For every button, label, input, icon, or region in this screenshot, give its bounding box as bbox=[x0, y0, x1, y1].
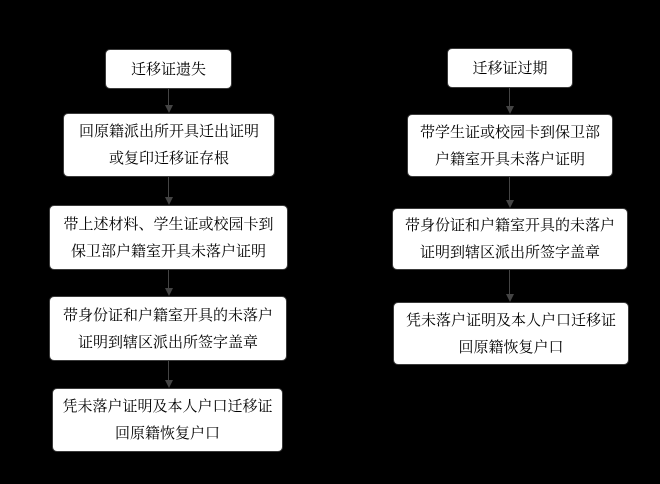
expired-flow-step-node-1 bbox=[407, 114, 613, 177]
node-text-line: 凭未落户证明及本人户口迁移证 bbox=[405, 311, 616, 329]
lost-flow-step-node-3 bbox=[49, 296, 287, 361]
node-text-line: 或复印迁移证存根 bbox=[108, 150, 229, 167]
node-text-line: 证明到辖区派出所签字盖章 bbox=[77, 333, 258, 351]
flow-arrow bbox=[168, 361, 169, 380]
flow-arrow bbox=[168, 270, 169, 288]
flow-arrow bbox=[509, 177, 510, 200]
lost-flow-step-node-2 bbox=[49, 205, 288, 270]
flow-arrow bbox=[168, 177, 169, 197]
expired-flow-end-node bbox=[393, 302, 629, 365]
expired-flow-start-node bbox=[447, 48, 573, 88]
node-text-line: 回原籍派出所开具迁出证明 bbox=[78, 123, 259, 140]
lost-flow-start-node bbox=[105, 49, 232, 89]
flow-arrow bbox=[168, 89, 169, 105]
lost-flow-end-node bbox=[52, 388, 283, 452]
flow-arrow bbox=[509, 270, 510, 294]
node-text-line: 证明到辖区派出所签字盖章 bbox=[419, 244, 600, 261]
node-text-line: 保卫部户籍室开具未落户证明 bbox=[70, 242, 266, 260]
node-text-line: 带身份证和户籍室开具的未落户 bbox=[62, 306, 273, 324]
expired-flow-step-node-2 bbox=[392, 208, 628, 270]
node-text-line: 回原籍恢复户口 bbox=[114, 425, 220, 442]
node-text-line: 迁移证遗失 bbox=[130, 60, 206, 78]
node-text-line: 带身份证和户籍室开具的未落户 bbox=[404, 217, 615, 234]
node-text-line: 带学生证或校园卡到保卫部 bbox=[419, 123, 600, 141]
flow-arrow bbox=[509, 88, 510, 106]
node-text-line: 迁移证过期 bbox=[472, 59, 548, 77]
lost-flow-step-node-1 bbox=[63, 113, 275, 177]
node-text-line: 凭未落户证明及本人户口迁移证 bbox=[62, 398, 273, 415]
node-text-line: 户籍室开具未落户证明 bbox=[434, 150, 585, 168]
node-text-line: 回原籍恢复户口 bbox=[458, 338, 564, 356]
node-text-line: 带上述材料、学生证或校园卡到 bbox=[63, 215, 274, 233]
